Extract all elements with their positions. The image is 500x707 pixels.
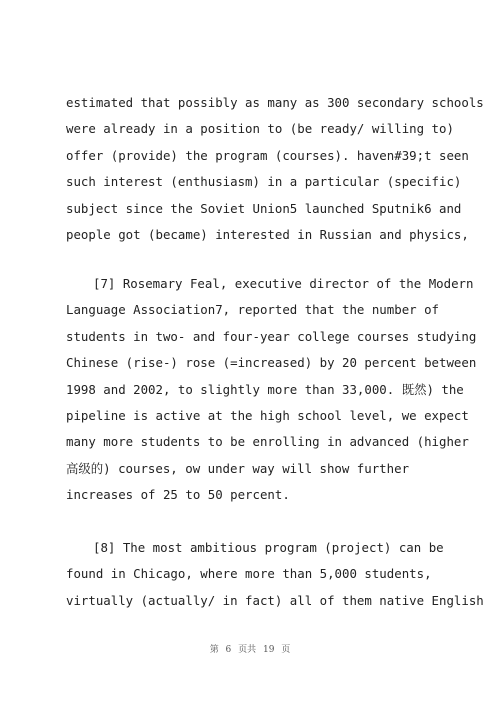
text-line: were already in a position to (be ready/ willing to) <box>66 121 454 137</box>
text-line: virtually (actually/ in fact) all of them native English <box>66 592 484 608</box>
paragraph-continuation <box>66 90 484 248</box>
text-line: such interest (enthusiasm) in a particular (specific) <box>66 174 462 190</box>
paragraph-7 <box>66 271 477 509</box>
text-line: [8] The most ambitious program (project) can be <box>93 540 444 555</box>
text-line: [7] Rosemary Feal, executive director of the Modern <box>93 276 474 291</box>
text-line: increases of 25 to 50 percent. <box>66 487 290 503</box>
text-line: 1998 and 2002, to slightly more than 33,000. 既然) the <box>66 381 464 397</box>
text-line: people got (became) interested in Russian and physics, <box>66 226 469 242</box>
text-line: subject since the Soviet Union5 launched Sputnik6 and <box>66 200 462 216</box>
page-number-footer: 第 6 页共 19 页 <box>209 645 291 655</box>
text-line: pipeline is active at the high school level, we expect <box>66 407 469 423</box>
text-line: students in two- and four-year college courses studying <box>66 328 477 344</box>
paragraph-8 <box>66 535 484 614</box>
text-line: found in Chicago, where more than 5,000 students, <box>66 566 432 582</box>
text-line: Chinese (rise-) rose (=increased) by 20 percent between <box>66 355 477 371</box>
text-line: estimated that possibly as many as 300 secondary schools <box>66 95 484 110</box>
text-line: offer (provide) the program (courses). haven#39;t seen <box>66 147 469 163</box>
text-line: Language Association7, reported that the number of <box>66 302 439 318</box>
text-line: 高级的) courses, ow under way will show further <box>66 460 410 476</box>
text-line: many more students to be enrolling in advanced (higher <box>66 434 469 450</box>
